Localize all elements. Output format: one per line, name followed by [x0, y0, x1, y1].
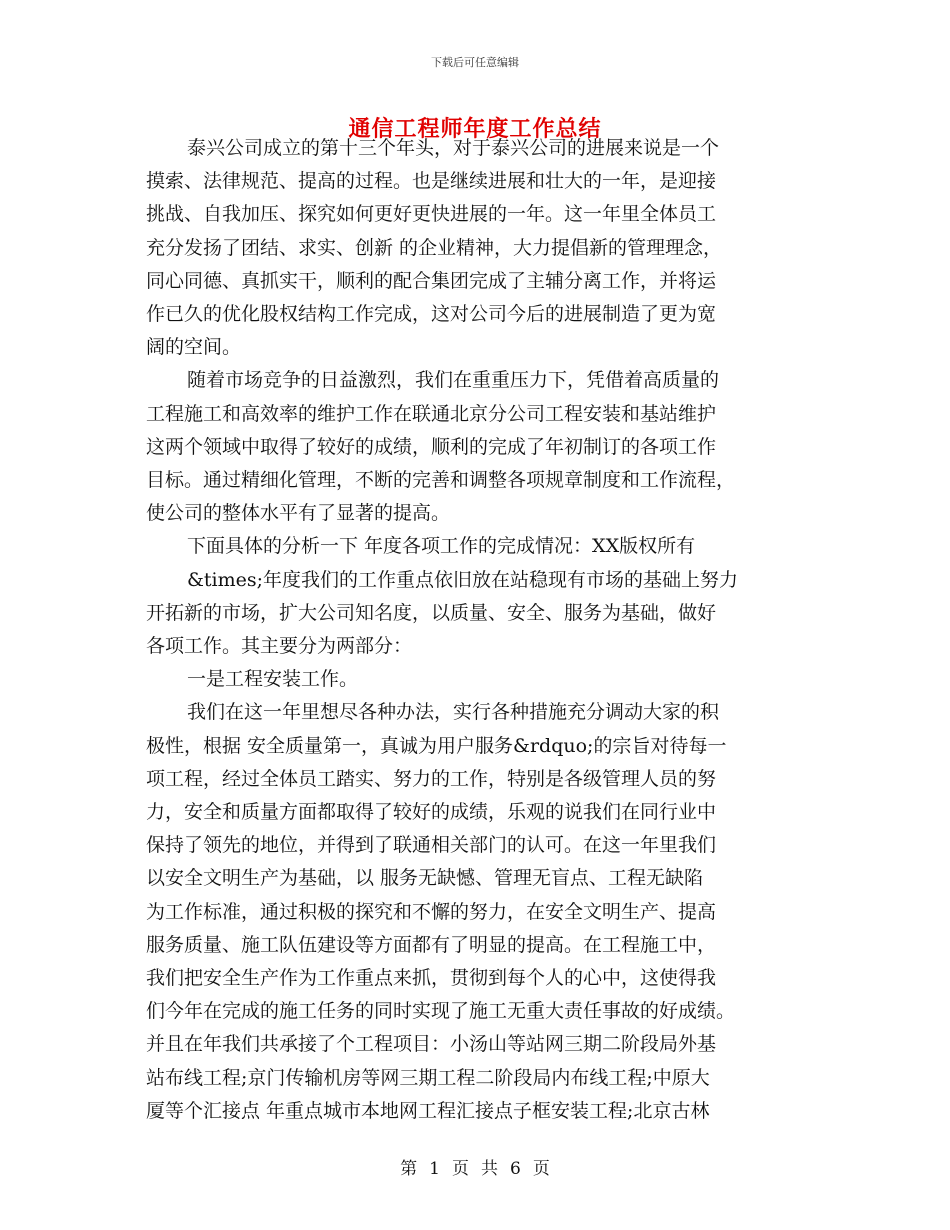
body-line: 摸索、法律规范、提高的过程。也是继续进展和壮大的一年，是迎接 [146, 170, 717, 193]
body-line: 下面具体的分析一下 年度各项工作的完成情况：XX版权所有 [187, 535, 696, 558]
body-line: 同心同德、真抓实干，顺利的配合集团完成了主辅分离工作，并将运 [146, 269, 717, 292]
body-line: 以安全文明生产为基础，以 服务无缺憾、管理无盲点、工程无缺陷 [146, 867, 704, 890]
footer-page-label: 页 [452, 1159, 469, 1179]
body-line: 阔的空间。 [146, 336, 242, 359]
body-line: 工程施工和高效率的维护工作在联通北京分公司工程安装和基站维护 [146, 402, 717, 425]
header-note: 下载后可任意编辑 [431, 56, 519, 69]
body-line: 保持了领先的地位，并得到了联通相关部门的认可。在这一年里我们 [146, 834, 717, 857]
body-line: 力，安全和质量方面都取得了较好的成绩，乐观的说我们在同行业中 [146, 801, 717, 824]
body-line: 为工作标准，通过积极的探究和不懈的努力，在安全文明生产、提高 [146, 900, 717, 923]
body-line: 厦等个汇接点 年重点城市本地网工程汇接点子框安装工程;北京古林 [146, 1099, 710, 1122]
footer-suffix: 页 [532, 1159, 550, 1179]
body-line: 站布线工程;京门传输机房等网三期工程二阶段局内布线工程;中原大 [146, 1066, 710, 1089]
body-line: 泰兴公司成立的第十三个年头，对于泰兴公司的进展来说是一个 [187, 137, 720, 159]
footer-total-label: 共 [481, 1159, 498, 1179]
body-line: 作已久的优化股权结构工作完成，这对公司今后的进展制造了更为宽 [146, 303, 717, 326]
body-line: 这两个领域中取得了较好的成绩，顺利的完成了年初制订的各项工作 [146, 435, 717, 458]
body-line: 一是工程安装工作。 [187, 668, 359, 691]
body-line: &times;年度我们的工作重点依旧放在站稳现有市场的基础上努力 [187, 568, 739, 591]
body-line: 充分发扬了团结、求实、创新 的企业精神，大力提倡新的管理理念， [146, 236, 723, 259]
footer-prefix: 第 [400, 1159, 418, 1179]
document-title: 通信工程师年度工作总结 [348, 117, 602, 142]
body-line: 使公司的整体水平有了显著的提高。 [146, 502, 451, 525]
body-line: 挑战、自我加压、探究如何更好更快进展的一年。这一年里全体员工 [146, 203, 717, 226]
footer-total-pages: 6 [510, 1159, 521, 1179]
body-line: 们今年在完成的施工任务的同时实现了施工无重大责任事故的好成绩。 [146, 1000, 736, 1023]
body-line: 各项工作。其主要分为两部分： [146, 635, 413, 658]
body-line: 并且在年我们共承接了个工程项目：小汤山等站网三期二阶段局外基 [146, 1033, 717, 1056]
body-line: 目标。通过精细化管理，不断的完善和调整各项规章制度和工作流程， [146, 469, 736, 492]
page-footer [0, 1154, 950, 1179]
footer-page-number: 1 [429, 1159, 440, 1179]
document-body [146, 132, 806, 1128]
body-line: 服务质量、施工队伍建设等方面都有了明显的提高。在工程施工中， [146, 933, 717, 956]
body-line: 随着市场竞争的日益激烈，我们在重重压力下，凭借着高质量的 [187, 369, 720, 392]
body-line: 项工程，经过全体员工踏实、努力的工作，特别是各级管理人员的努 [146, 767, 717, 790]
body-line: 开拓新的市场，扩大公司知名度，以质量、安全、服务为基础，做好 [146, 601, 717, 624]
body-line: 我们把安全生产作为工作重点来抓，贯彻到每个人的心中，这使得我 [146, 967, 717, 990]
body-line: 我们在这一年里想尽各种办法，实行各种措施充分调动大家的积 [187, 701, 720, 724]
body-line: 极性，根据 安全质量第一，真诚为用户服务&rdquo;的宗旨对待每一 [146, 734, 727, 757]
